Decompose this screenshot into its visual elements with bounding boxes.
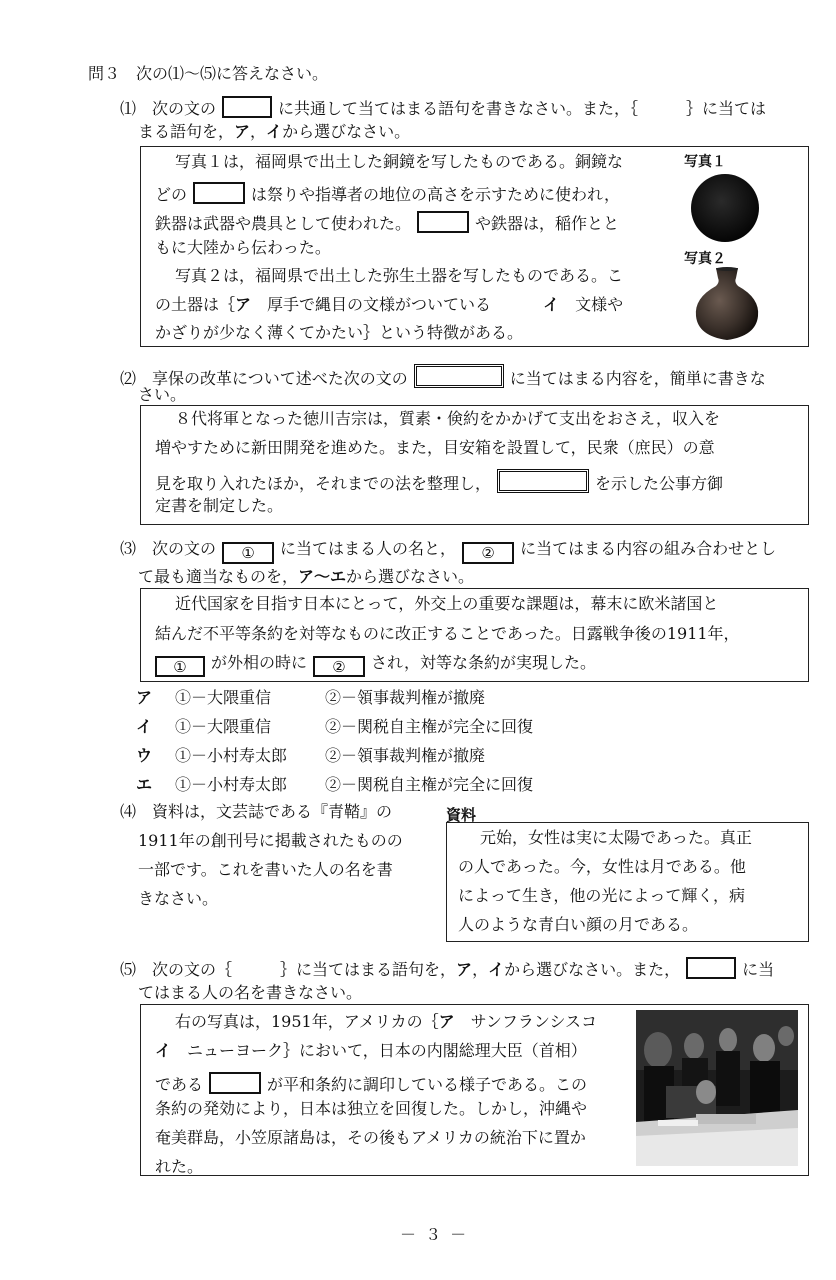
answer-box-2: ②: [313, 656, 365, 677]
part5-instruction-line2: てはまる人の名を書きなさい。: [138, 983, 363, 1002]
passage-line: 定書を制定した。: [155, 496, 284, 515]
answer-blank: [222, 96, 272, 118]
photo2-label: 写真２: [684, 251, 726, 267]
answer-box-1: ①: [155, 656, 205, 677]
treaty-signing-photo: [636, 1010, 798, 1166]
passage-line: 条約の発効により，日本は独立を回復した。しかし，沖縄や: [155, 1099, 588, 1118]
answer-box-2: ②: [462, 542, 514, 564]
question-header: 問３ 次の⑴～⑸に答えなさい。: [88, 64, 329, 83]
bronze-mirror-photo: [690, 173, 760, 243]
source-label: 資料: [446, 806, 477, 824]
part4-question-line: きなさい。: [138, 889, 219, 908]
answer-blank: [686, 957, 736, 979]
part1-instruction-line2: まる語句を，ア，イから選びなさい。: [138, 122, 411, 141]
part4-question-line: ⑷ 資料は，文芸誌である『青鞜』の: [120, 802, 393, 821]
passage-line: である が平和条約に調印している様子である。この: [155, 1072, 587, 1094]
passage-line: ８代将軍となった徳川吉宗は，質素・倹約をかかげて支出をおさえ，収入を: [175, 409, 720, 428]
choice-content: ②－領事裁判権が撤廃: [325, 746, 486, 765]
part5-instruction-line1: ⑸ 次の文の｛ ｝に当てはまる語句を，ア，イから選びなさい。また， に当: [120, 957, 774, 979]
choice-item: ア: [136, 688, 153, 707]
passage-line: 鉄器は武器や農具として使われた。 や鉄器は，稲作とと: [155, 211, 619, 233]
part4-question-line: 1911年の創刊号に掲載されたものの: [138, 831, 403, 850]
answer-blank: [414, 364, 504, 388]
passage-line: イ ニューヨーク｝において，日本の内閣総理大臣（首相）: [155, 1041, 587, 1060]
passage-line: の土器は｛ア 厚手で縄目の文様がついている イ 文様や: [155, 295, 624, 314]
part1-instruction-line1: ⑴ 次の文の に共通して当てはまる語句を書きなさい。また，｛ ｝に当ては: [120, 96, 766, 118]
choice-content: ②－領事裁判権が撤廃: [325, 688, 486, 707]
choice-item: イ: [136, 717, 153, 736]
passage-line: 増やすために新田開発を進めた。また，目安箱を設置して，民衆（庶民）の意: [155, 438, 715, 457]
passage-line: 結んだ不平等条約を対等なものに改正することであった。日露戦争後の1911年，: [155, 624, 740, 643]
passage-line: 写真２は，福岡県で出土した弥生土器を写したものである。こ: [175, 266, 624, 285]
passage-line: かざりが少なく薄くてかたい｝という特徴がある。: [155, 323, 524, 342]
answer-blank: [209, 1072, 261, 1094]
part3-instruction-line2: て最も適当なものを，ア～エから選びなさい。: [138, 567, 475, 586]
source-line: によって生き，他の光によって輝く，病: [458, 886, 746, 905]
page-number: － ３ －: [400, 1225, 469, 1244]
answer-blank: [193, 182, 245, 204]
part4-question-line: 一部です。これを書いた人の名を書: [138, 860, 393, 879]
passage-line: 見を取り入れたほか，それまでの法を整理し， を示した公事方御: [155, 469, 723, 493]
answer-box-1: ①: [222, 542, 274, 564]
yayoi-pottery-photo: [692, 266, 762, 342]
source-line: 元始，女性は実に太陽であった。真正: [480, 828, 752, 847]
passage-line: れた。: [155, 1157, 204, 1176]
source-line: の人であった。今，女性は月である。他: [458, 857, 746, 876]
passage-line: ① が外相の時に ② され，対等な条約が実現した。: [155, 655, 596, 677]
passage-line: どの は祭りや指導者の地位の高さを示すために使われ，: [155, 182, 620, 204]
choice-content: ②－関税自主権が完全に回復: [325, 775, 534, 794]
source-line: 人のような青白い顔の月である。: [458, 915, 699, 934]
part3-instruction-line1: ⑶ 次の文の ① に当てはまる人の名と， ② に当てはまる内容の組み合わせとし: [120, 539, 777, 562]
part2-instruction-line1: ⑵ 享保の改革について述べた次の文の に当てはまる内容を，簡単に書きな: [120, 364, 766, 388]
choice-person: ①－大隈重信: [175, 688, 272, 707]
passage-line: 写真１は，福岡県で出土した銅鏡を写したものである。銅鏡な: [175, 152, 624, 171]
passage-line: 奄美群島，小笠原諸島は，その後もアメリカの統治下に置か: [155, 1128, 586, 1147]
choice-person: ①－小村寿太郎: [175, 775, 288, 794]
choice-item: ウ: [136, 746, 153, 765]
passage-line: もに大陸から伝わった。: [155, 238, 331, 257]
choice-item: エ: [136, 775, 153, 794]
part2-instruction-line2: さい。: [138, 385, 187, 404]
passage-line: 近代国家を目指す日本にとって，外交上の重要な課題は，幕末に欧米諸国と: [175, 594, 719, 613]
choice-person: ①－小村寿太郎: [175, 746, 288, 765]
passage-line: 右の写真は，1951年，アメリカの｛ア サンフランシスコ: [175, 1012, 597, 1031]
choice-content: ②－関税自主権が完全に回復: [325, 717, 534, 736]
choice-person: ①－大隈重信: [175, 717, 272, 736]
answer-blank: [417, 211, 469, 233]
answer-blank: [497, 469, 589, 493]
photo1-label: 写真１: [684, 154, 726, 170]
